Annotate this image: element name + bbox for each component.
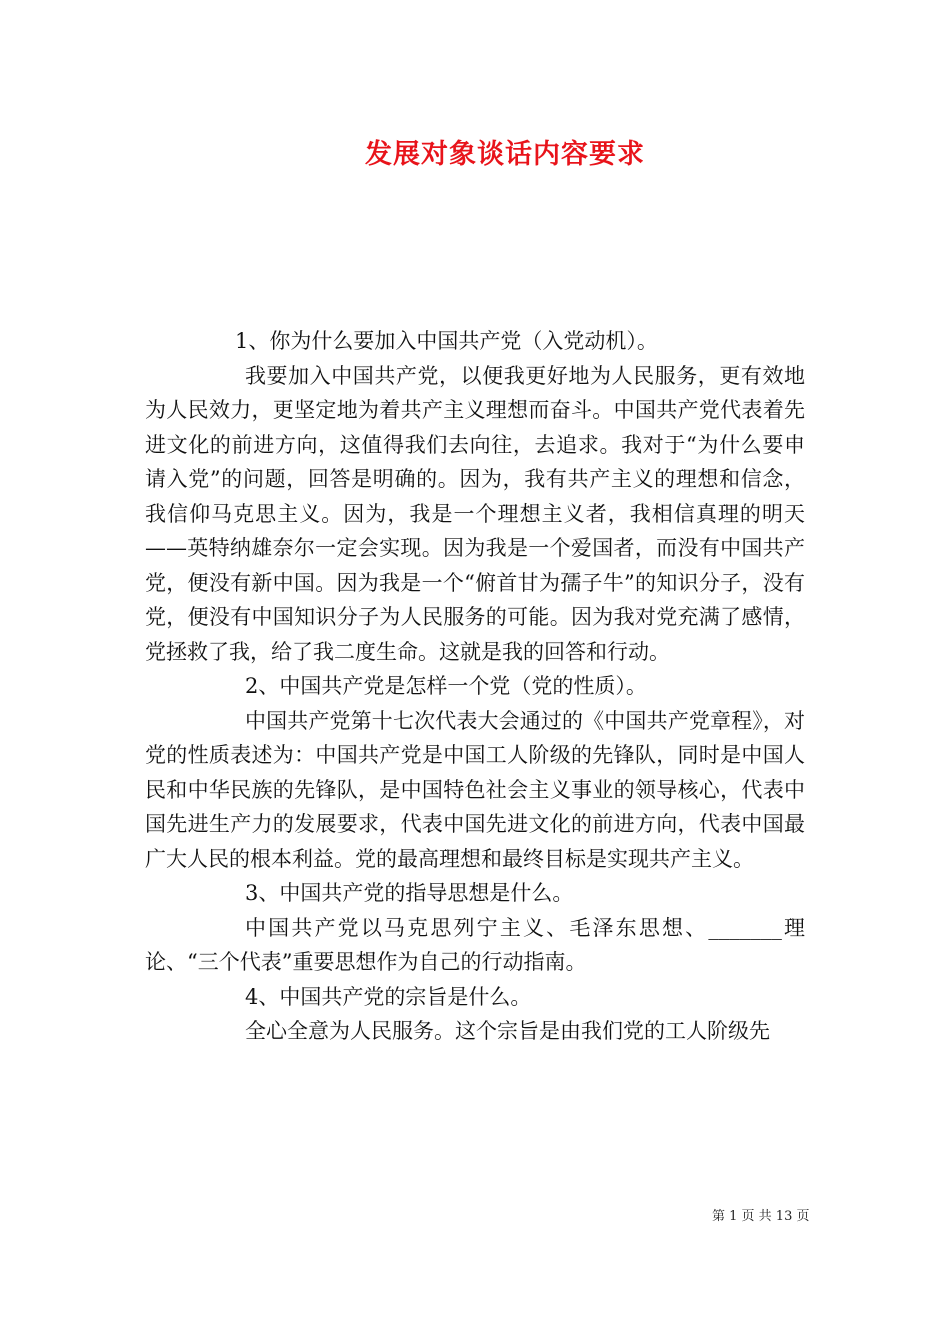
section-2-question: 2、中国共产党是怎样一个党（党的性质）。 bbox=[245, 674, 647, 698]
document-body bbox=[145, 324, 805, 1049]
section-2-answer: 中国共产党第十七次代表大会通过的《中国共产党章程》，对党的性质表述为：中国共产党是中国工人阶级的先锋队，同时是中国人民和中华民族的先锋队，是中国特色社会主义事业的领导核心，代表中国先进生产力的发展要求，代表中国先进文化的前进方向，代表中国最广大人民的根本利益。党的最高理想和最终目标是实现共产主义。 bbox=[145, 708, 805, 871]
document-title: 发展对象谈话内容要求 bbox=[365, 139, 645, 170]
section-4-answer: 全心全意为人民服务。这个宗旨是由我们党的工人阶级先 bbox=[245, 1019, 770, 1043]
section-1-answer: 我要加入中国共产党，以便我更好地为人民服务，更有效地为人民效力，更坚定地为着共产主义理想而奋斗。中国共产党代表着先进文化的前进方向，这值得我们去向往，去追求。我对于“为什么要申请入党”的问题，回答是明确的。因为，我有共产主义的理想和信念，我信仰马克思主义。因为，我是一个理想主义者，我相信真理的明天——英特纳雄奈尔一定会实现。因为我是一个爱国者，而没有中国共产党，便没有新中国。因为我是一个“俯首甘为孺子牛”的知识分子，没有党，便没有中国知识分子为人民服务的可能。因为我对党充满了感情，党拯救了我，给了我二度生命。这就是我的回答和行动。 bbox=[145, 363, 805, 664]
page-footer: 第 1 页 共 13 页 bbox=[712, 1209, 810, 1224]
section-4-question: 4、中国共产党的宗旨是什么。 bbox=[245, 984, 532, 1009]
section-3-question: 3、中国共产党的指导思想是什么。 bbox=[245, 881, 574, 905]
section-1-question: 1、你为什么要加入中国共产党（入党动机）。 bbox=[235, 329, 658, 353]
section-3-answer: 中国共产党以马克思列宁主义、毛泽东思想、_______理论、“三个代表”重要思想作为自己的行动指南。 bbox=[145, 915, 805, 974]
